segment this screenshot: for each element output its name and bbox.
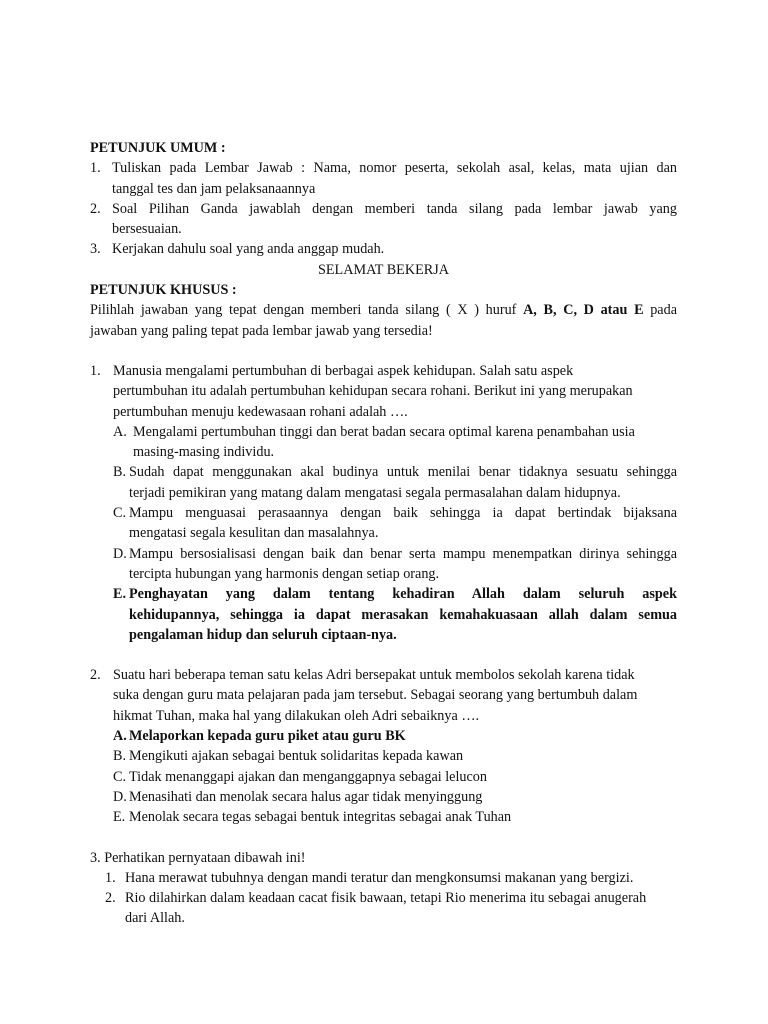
option-text: mengatasi segala kesulitan dan masalahnya. xyxy=(129,525,379,542)
item-number: 1. xyxy=(90,160,101,177)
exam-page xyxy=(90,138,677,929)
option-text: Mampu menguasai perasaannya dengan baik sehingga ia dapat bertindak bijaksana xyxy=(129,505,677,522)
q1-option-a xyxy=(113,422,677,463)
q2-option-c xyxy=(113,767,677,787)
special-instructions-heading: PETUNJUK KHUSUS : xyxy=(90,282,237,299)
option-text: kehidupannya, sehingga ia dapat merasakan kemahakuasaan allah dalam semua xyxy=(129,606,677,623)
question-stem-line: Manusia mengalami pertumbuhan di berbagai aspek kehidupan. Salah satu aspek xyxy=(113,362,574,379)
item-text: bersesuaian. xyxy=(112,221,182,238)
option-text: Menolak secara tegas sebagai bentuk integritas sebagai anak Tuhan xyxy=(129,809,512,826)
statement-number: 1. xyxy=(105,869,116,886)
special-text-pre: Pilihlah jawaban yang tepat dengan memberi tanda silang ( X ) huruf xyxy=(90,302,524,319)
general-instruction-2 xyxy=(90,199,677,240)
option-letter: B. xyxy=(113,748,127,765)
question-3-stem: 3. Perhatikan pernyataan dibawah ini! xyxy=(90,849,306,866)
greeting: SELAMAT BEKERJA xyxy=(318,261,449,278)
question-number: 1. xyxy=(90,362,101,379)
item-text: tanggal tes dan jam pelaksanaannya xyxy=(112,180,316,197)
option-letter: A. xyxy=(113,423,127,440)
option-text: Menasihati dan menolak secara halus agar tidak menyinggung xyxy=(129,788,483,805)
general-instructions-heading: PETUNJUK UMUM : xyxy=(90,140,226,156)
general-instruction-3 xyxy=(90,239,677,259)
statement-text: dari Allah. xyxy=(125,910,185,927)
statement-text: Hana merawat tubuhnya dengan mandi teratur dan mengkonsumsi makanan yang bergizi. xyxy=(125,869,634,886)
statement-number: 2. xyxy=(105,890,116,907)
special-instructions-line2: jawaban yang paling tepat pada lembar jawab yang tersedia! xyxy=(90,322,433,339)
option-letter: C. xyxy=(113,505,127,522)
item-text: Tuliskan pada Lembar Jawab : Nama, nomor peserta, sekolah asal, kelas, mata ujian dan xyxy=(112,160,677,177)
option-letter: D. xyxy=(113,545,127,562)
question-number: 2. xyxy=(90,667,101,684)
option-text: tercipta hubungan yang harmonis dengan setiap orang. xyxy=(129,565,440,582)
special-text-post: pada xyxy=(643,302,677,319)
question-2 xyxy=(90,665,677,726)
q2-option-d xyxy=(113,787,677,807)
q1-option-e-correct xyxy=(113,584,677,645)
question-stem-line: Suatu hari beberapa teman satu kelas Adri bersepakat untuk membolos sekolah karena tidak xyxy=(113,667,635,684)
option-text: Penghayatan yang dalam tentang kehadiran Allah dalam seluruh aspek xyxy=(129,586,677,603)
q2-option-a-correct xyxy=(113,726,677,746)
option-text: Mengalami pertumbuhan tinggi dan berat badan secara optimal karena penambahan usia xyxy=(133,423,635,440)
q1-option-c xyxy=(113,503,677,544)
q3-statement-1 xyxy=(105,868,677,888)
option-text: Sudah dapat menggunakan akal budinya untuk menilai benar tidaknya sesuatu sehingga xyxy=(129,464,677,481)
option-letter: B. xyxy=(113,464,127,481)
special-text-bold: A, B, C, D atau E xyxy=(523,302,644,319)
q3-statement-2 xyxy=(105,888,677,929)
option-letter: A. xyxy=(113,728,127,745)
question-1 xyxy=(90,361,677,422)
item-text: Soal Pilihan Ganda jawablah dengan memberi tanda silang pada lembar jawab yang xyxy=(112,200,677,217)
option-text: Melaporkan kepada guru piket atau guru BK xyxy=(129,728,406,745)
option-letter: E. xyxy=(113,586,127,603)
q2-option-b xyxy=(113,746,677,766)
q2-option-e xyxy=(113,807,677,827)
option-letter: E. xyxy=(113,809,126,826)
option-letter: D. xyxy=(113,788,127,805)
option-letter: C. xyxy=(113,768,127,785)
question-stem-line: pertumbuhan itu adalah pertumbuhan kehidupan secara rohani. Berikut ini yang merupakan xyxy=(113,383,633,400)
q1-option-b xyxy=(113,462,677,503)
question-stem-line: pertumbuhan menuju kedewasaan rohani adalah …. xyxy=(113,403,408,420)
special-instructions-line1 xyxy=(90,300,677,320)
item-number: 3. xyxy=(90,241,101,258)
option-text: Tidak menanggapi ajakan dan menganggapnya sebagai lelucon xyxy=(129,768,487,785)
option-text: masing-masing individu. xyxy=(133,444,275,461)
question-stem-line: hikmat Tuhan, maka hal yang dilakukan oleh Adri sebaiknya …. xyxy=(113,707,480,724)
question-stem-line: suka dengan guru mata pelajaran pada jam tersebut. Sebagai seorang yang bertumbuh dalam xyxy=(113,687,638,704)
option-text: terjadi pemikiran yang matang dalam mengatasi segala permasalahan dalam hidupnya. xyxy=(129,484,621,501)
option-text: Mengikuti ajakan sebagai bentuk solidaritas kepada kawan xyxy=(129,748,464,765)
statement-text: Rio dilahirkan dalam keadaan cacat fisik bawaan, tetapi Rio menerima itu sebagai anugerah xyxy=(125,890,647,907)
item-text: Kerjakan dahulu soal yang anda anggap mudah. xyxy=(112,241,385,258)
q1-option-d xyxy=(113,544,677,585)
item-number: 2. xyxy=(90,200,101,217)
option-text: pengalaman hidup dan seluruh ciptaan-nya. xyxy=(129,626,397,643)
general-instruction-1 xyxy=(90,158,677,199)
option-text: Mampu bersosialisasi dengan baik dan benar serta mampu menempatkan dirinya sehingga xyxy=(129,545,677,562)
